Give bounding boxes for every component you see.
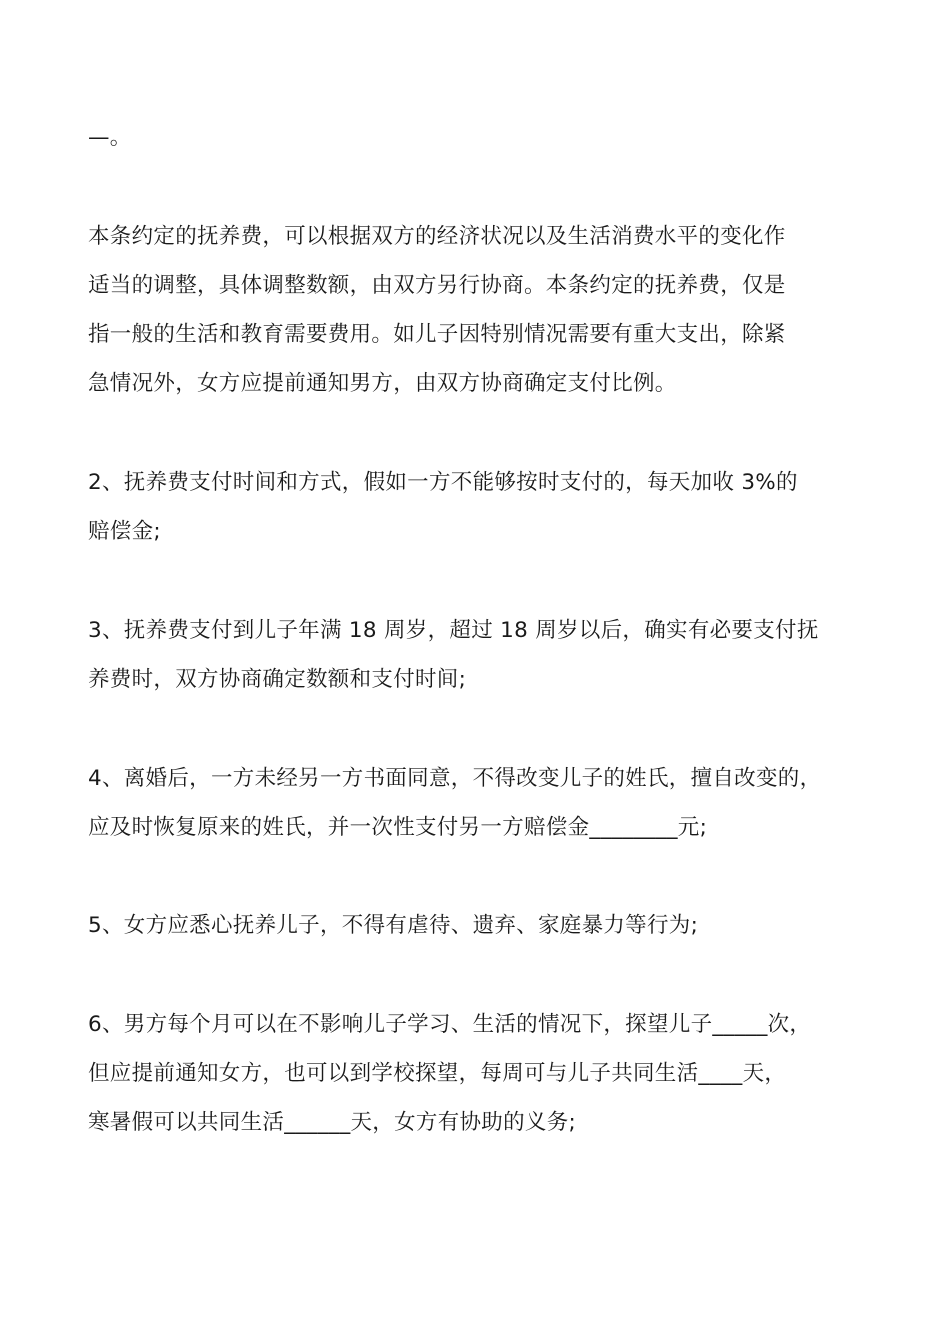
text-line-item3-1: 3、抚养费支付到儿子年满 18 周岁，超过 18 周岁以后，确实有必要支付抚 [88, 618, 819, 643]
text-line-para1-4: 急情况外，女方应提前通知男方，由双方协商确定支付比例。 [88, 371, 677, 396]
text-line-fragment: —。 [88, 125, 132, 150]
text-line-para1-2: 适当的调整，具体调整数额，由双方另行协商。本条约定的抚养费，仅是 [88, 273, 786, 298]
text-line-item2-1: 2、抚养费支付时间和方式，假如一方不能够按时支付的，每天加收 3%的 [88, 470, 798, 495]
text-line-item4-1: 4、离婚后，一方未经另一方书面同意，不得改变儿子的姓氏，擅自改变的， [88, 766, 822, 791]
text-line-item2-2: 赔偿金; [88, 519, 161, 544]
text-line-item5-1: 5、女方应悉心抚养儿子，不得有虐待、遗弃、家庭暴力等行为; [88, 913, 699, 938]
text-line-item3-2: 养费时，双方协商确定数额和支付时间; [88, 667, 467, 692]
text-line-item4-2: 应及时恢复原来的姓氏，并一次性支付另一方赔偿金________元; [88, 815, 708, 840]
text-line-para1-3: 指一般的生活和教育需要费用。如儿子因特别情况需要有重大支出，除紧 [88, 322, 786, 347]
text-line-item6-3: 寒暑假可以共同生活______天，女方有协助的义务; [88, 1110, 577, 1135]
text-line-item6-2: 但应提前通知女方，也可以到学校探望，每周可与儿子共同生活____天， [88, 1061, 787, 1086]
text-line-item6-1: 6、男方每个月可以在不影响儿子学习、生活的情况下，探望儿子_____次， [88, 1012, 812, 1037]
text-line-para1-1: 本条约定的抚养费，可以根据双方的经济状况以及生活消费水平的变化作 [88, 224, 786, 249]
